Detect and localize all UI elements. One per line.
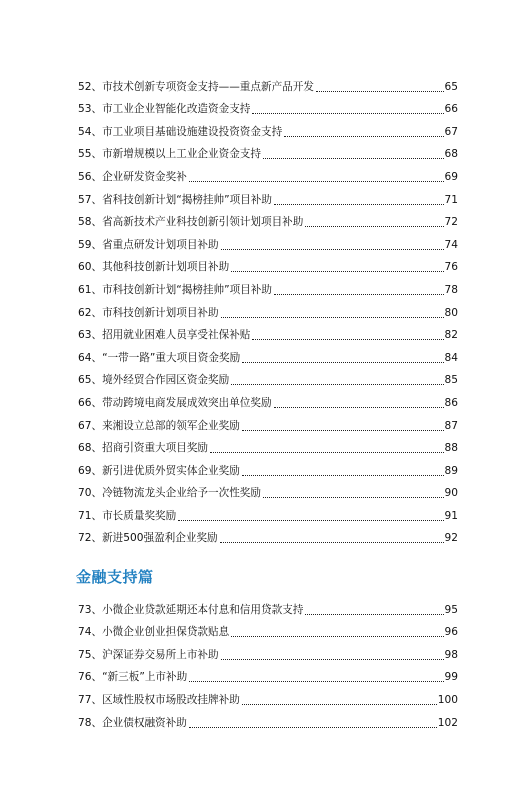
toc-entry-title: 74、小微企业创业担保贷款贴息 (78, 626, 230, 639)
toc-entry[interactable] (78, 342, 458, 365)
toc-entry[interactable] (78, 410, 458, 433)
toc-entry[interactable] (78, 387, 458, 410)
toc-entry-title: 64、“一带一路”重大项目资金奖励 (78, 351, 241, 364)
toc-entry-page-number: 95 (444, 603, 458, 616)
toc-dot-leader (231, 270, 443, 272)
toc-entry-page-number: 96 (444, 626, 458, 639)
toc-list-part2 (78, 594, 458, 730)
toc-entry-title: 66、带动跨境电商发展成效突出单位奖励 (78, 396, 272, 409)
toc-entry[interactable] (78, 455, 458, 478)
toc-dot-leader (305, 613, 443, 615)
toc-entry[interactable] (78, 184, 458, 207)
toc-dot-leader (252, 112, 443, 114)
toc-entry[interactable] (78, 365, 458, 388)
toc-dot-leader (231, 383, 443, 385)
toc-entry-title: 52、市技术创新专项资金支持——重点新产品开发 (78, 80, 314, 93)
toc-entry[interactable] (78, 297, 458, 320)
toc-entry[interactable] (78, 617, 458, 640)
toc-entry-page-number: 67 (444, 125, 458, 138)
toc-entry[interactable] (78, 116, 458, 139)
toc-entry-page-number: 88 (444, 442, 458, 455)
toc-entry-title: 76、“新三板”上市补助 (78, 671, 188, 684)
toc-entry[interactable] (78, 320, 458, 343)
toc-entry[interactable] (78, 71, 458, 94)
toc-entry[interactable] (78, 594, 458, 617)
toc-entry-title: 58、省高新技术产业科技创新引领计划项目补助 (78, 216, 304, 229)
toc-entry[interactable] (78, 639, 458, 662)
toc-entry-page-number: 72 (444, 216, 458, 229)
toc-dot-leader (189, 726, 437, 728)
toc-dot-leader (252, 338, 443, 340)
toc-entry-page-number: 98 (444, 648, 458, 661)
toc-entry-page-number: 92 (444, 532, 458, 545)
toc-entry[interactable] (78, 707, 458, 730)
toc-entry-page-number: 99 (444, 671, 458, 684)
toc-entry[interactable] (78, 207, 458, 230)
toc-entry-title: 72、新进500强盈利企业奖励 (78, 532, 218, 545)
toc-entry-title: 62、市科技创新计划项目补助 (78, 306, 219, 319)
toc-entry-title: 60、其他科技创新计划项目补助 (78, 261, 230, 274)
toc-dot-leader (189, 680, 443, 682)
toc-entry-title: 65、境外经贸合作园区资金奖励 (78, 374, 230, 387)
toc-entry-page-number: 89 (444, 464, 458, 477)
toc-entry[interactable] (78, 433, 458, 456)
toc-entry-page-number: 66 (444, 103, 458, 116)
toc-entry-page-number: 82 (444, 329, 458, 342)
toc-entry-title: 75、沪深证券交易所上市补助 (78, 648, 219, 661)
toc-dot-leader (210, 451, 444, 453)
toc-entry[interactable] (78, 684, 458, 707)
toc-dot-leader (231, 635, 443, 637)
toc-entry[interactable] (78, 229, 458, 252)
toc-dot-leader (221, 316, 444, 318)
toc-entry-page-number: 86 (444, 396, 458, 409)
toc-dot-leader (221, 658, 444, 660)
toc-entry-page-number: 76 (444, 261, 458, 274)
toc-entry[interactable] (78, 274, 458, 297)
toc-entry-page-number: 100 (437, 693, 458, 706)
toc-entry-page-number: 69 (444, 170, 458, 183)
toc-entry-title: 61、市科技创新计划“揭榜挂帅”项目补助 (78, 283, 272, 296)
toc-dot-leader (221, 248, 444, 250)
toc-entry-page-number: 87 (444, 419, 458, 432)
toc-entry-page-number: 71 (444, 193, 458, 206)
toc-entry-title: 63、招用就业困难人员享受社保补贴 (78, 329, 251, 342)
toc-entry-title: 71、市长质量奖奖励 (78, 509, 177, 522)
toc-dot-leader (316, 90, 444, 92)
toc-entry-page-number: 85 (444, 374, 458, 387)
toc-entry-title: 77、区域性股权市场股改挂牌补助 (78, 693, 240, 706)
toc-entry-title: 69、新引进优质外贸实体企业奖励 (78, 464, 240, 477)
toc-entry-page-number: 74 (444, 238, 458, 251)
toc-dot-leader (274, 406, 444, 408)
toc-entry-page-number: 91 (444, 509, 458, 522)
toc-entry[interactable] (78, 500, 458, 523)
toc-entry-title: 53、市工业企业智能化改造资金支持 (78, 103, 251, 116)
toc-entry-title: 54、市工业项目基础设施建设投资资金支持 (78, 125, 283, 138)
toc-entry-title: 68、招商引资重大项目奖励 (78, 442, 209, 455)
toc-dot-leader (305, 225, 443, 227)
toc-list-part1 (78, 71, 458, 545)
toc-dot-leader (274, 293, 444, 295)
toc-entry-page-number: 68 (444, 148, 458, 161)
toc-entry-title: 67、来湘设立总部的领军企业奖励 (78, 419, 240, 432)
toc-dot-leader (242, 429, 444, 431)
toc-entry-page-number: 78 (444, 283, 458, 296)
toc-entry-title: 55、市新增规模以上工业企业资金支持 (78, 148, 261, 161)
toc-entry-page-number: 80 (444, 306, 458, 319)
toc-entry-title: 70、冷链物流龙头企业给予一次性奖励 (78, 487, 261, 500)
toc-dot-leader (220, 541, 444, 543)
toc-entry-title: 73、小微企业贷款延期还本付息和信用贷款支持 (78, 603, 304, 616)
toc-entry[interactable] (78, 662, 458, 685)
toc-entry-title: 56、企业研发资金奖补 (78, 170, 187, 183)
toc-dot-leader (242, 474, 444, 476)
toc-dot-leader (189, 180, 444, 182)
toc-dot-leader (242, 703, 437, 705)
toc-entry-page-number: 84 (444, 351, 458, 364)
toc-entry[interactable] (78, 161, 458, 184)
toc-entry[interactable] (78, 523, 458, 546)
toc-dot-leader (263, 157, 444, 159)
toc-entry-title: 78、企业债权融资补助 (78, 716, 187, 729)
toc-entry-title: 57、省科技创新计划“揭榜挂帅”项目补助 (78, 193, 272, 206)
toc-dot-leader (274, 203, 444, 205)
toc-dot-leader (178, 519, 443, 521)
toc-entry[interactable] (78, 252, 458, 275)
section-header-finance: 金融支持篇 (76, 568, 154, 586)
toc-entry-page-number: 65 (444, 80, 458, 93)
toc-dot-leader (242, 361, 443, 363)
toc-entry[interactable] (78, 94, 458, 117)
toc-entry[interactable] (78, 139, 458, 162)
toc-entry-title: 59、省重点研发计划项目补助 (78, 238, 219, 251)
toc-entry-page-number: 90 (444, 487, 458, 500)
toc-dot-leader (284, 135, 443, 137)
toc-dot-leader (263, 496, 444, 498)
toc-entry[interactable] (78, 478, 458, 501)
toc-entry-page-number: 102 (437, 716, 458, 729)
